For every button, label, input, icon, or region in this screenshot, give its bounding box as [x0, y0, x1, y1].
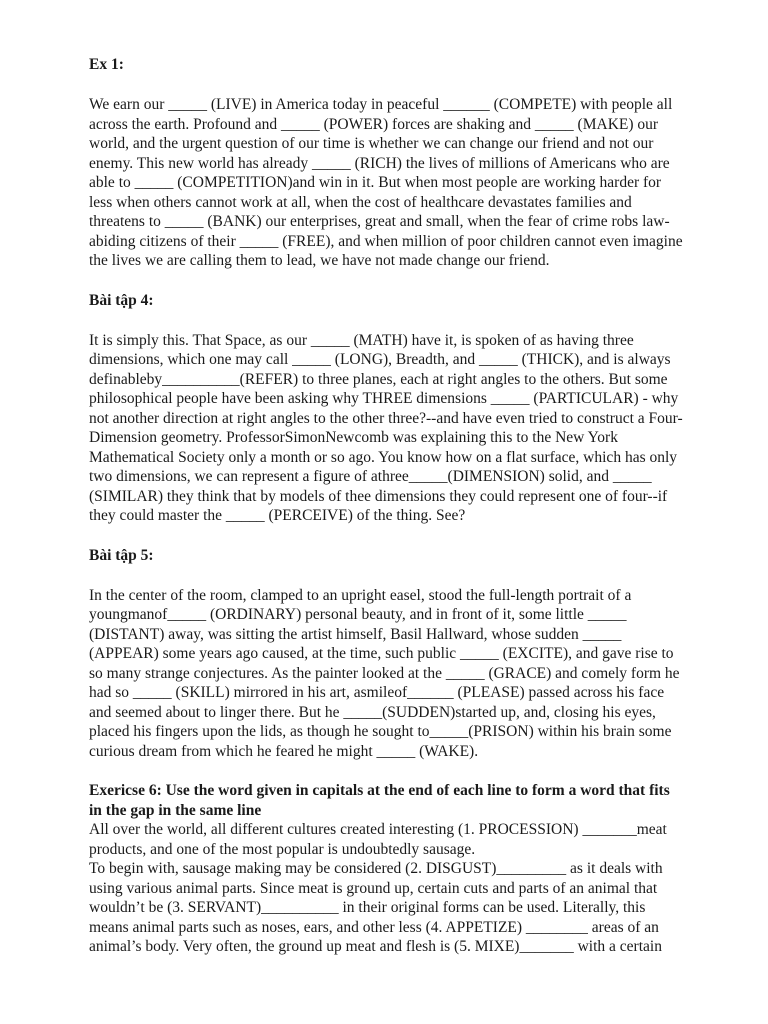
ex5-line: (APPEAR) some years ago caused, at the time, such public _____ (EXCITE), and gave rise to: [89, 645, 674, 662]
document-page: [89, 55, 709, 957]
ex6-paragraph: [89, 820, 709, 957]
ex4-line: (SIMILAR) they think that by models of thee dimensions they could represent one of four--if: [89, 487, 668, 505]
ex1-line: enemy. This new world has already _____ (RICH) the lives of millions of Americans who are: [89, 154, 670, 172]
ex5-line: so many strange conjectures. As the painter looked at the _____ (GRACE) and comely form he: [89, 664, 680, 682]
ex5-line: youngmanof_____ (ORDINARY) personal beauty, and in front of it, some little _____: [89, 606, 627, 623]
ex4-line: they could master the _____ (PERCEIVE) of the thing. See?: [89, 507, 466, 524]
ex1-line: across the earth. Profound and _____ (POWER) forces are shaking and _____ (MAKE) our: [89, 115, 659, 133]
ex6-line: animal’s body. Very often, the ground up meat and flesh is (5. MIXE)_______ with a certain: [89, 938, 662, 955]
ex5-title: Bài tập 5:: [89, 546, 154, 564]
ex4-paragraph: [89, 331, 709, 526]
ex4-line: philosophical people have been asking why THREE dimensions _____ (PARTICULAR) - why: [89, 390, 679, 407]
ex1-title: Ex 1:: [89, 56, 124, 73]
ex4-line: It is simply this. That Space, as our _____ (MATH) have it, is spoken of as having three: [89, 331, 634, 349]
ex1-line: abiding citizens of their _____ (FREE), and when million of poor children cannot even imagine: [89, 232, 683, 250]
ex6-title: [89, 781, 709, 820]
ex1-line: world, and the urgent question of our time is whether we can change our friend and not our: [89, 135, 654, 152]
ex1-line: threatens to _____ (BANK) our enterprises, great and small, when the fear of crime robs law-: [89, 213, 670, 230]
ex4-line: not another direction at right angles to the other three?--and have even tried to construct a Four-: [89, 409, 683, 427]
ex4-line: two dimensions, we can represent a figure of athree_____(DIMENSION) solid, and _____: [89, 468, 652, 485]
ex6-line: means animal parts such as noses, ears, and other less (4. APPETIZE) ________ areas of an: [89, 918, 659, 936]
ex6-line: using various animal parts. Since meat is ground up, certain cuts and parts of an animal that: [89, 879, 658, 897]
ex6-title-line: Exericse 6: Use the word given in capitals at the end of each line to form a word that fits: [89, 782, 670, 799]
ex4-line: Mathematical Society only a month or so ago. You know how on a flat surface, which has only: [89, 448, 678, 466]
ex5-line: had so _____ (SKILL) mirrored in his art, asmileof______ (PLEASE) passed across his face: [89, 684, 665, 701]
ex4-line: Dimension geometry. ProfessorSimonNewcomb was explaining this to the New York: [89, 429, 618, 446]
ex5-line: In the center of the room, clamped to an upright easel, stood the full-length portrait of a: [89, 586, 632, 604]
ex6-line: All over the world, all different cultures created interesting (1. PROCESSION) _______meat: [89, 821, 667, 838]
ex1-line: able to _____ (COMPETITION)and win in it. But when most people are working harder for: [89, 174, 662, 191]
ex6-line: To begin with, sausage making may be considered (2. DISGUST)_________ as it deals with: [89, 860, 663, 877]
ex1-line: the lives we are calling them to lead, we have not made change our friend.: [89, 252, 550, 269]
ex4-line: definableby__________(REFER) to three planes, each at right angles to the others. But some: [89, 370, 668, 388]
ex1-line: less when others cannot work at all, when the cost of healthcare devastates families and: [89, 193, 632, 211]
ex4-title: Bài tập 4:: [89, 291, 154, 309]
ex5-line: (DISTANT) away, was sitting the artist himself, Basil Hallward, whose sudden _____: [89, 625, 622, 643]
ex4-line: dimensions, which one may call _____ (LONG), Breadth, and _____ (THICK), and is always: [89, 351, 671, 368]
ex1-paragraph: [89, 95, 709, 271]
ex6-title-line: in the gap in the same line: [89, 801, 262, 819]
ex1-line: We earn our _____ (LIVE) in America today in peaceful ______ (COMPETE) with people all: [89, 96, 673, 113]
ex5-line: and seemed about to linger there. But he _____(SUDDEN)started up, and, closing his eyes,: [89, 703, 656, 721]
ex5-line: curious dream from which he feared he might _____ (WAKE).: [89, 742, 479, 760]
ex5-paragraph: [89, 586, 709, 762]
ex6-line: wouldn’t be (3. SERVANT)__________ in their original forms can be used. Literally, this: [89, 899, 646, 916]
ex6-line: products, and one of the most popular is undoubtedly sausage.: [89, 840, 476, 858]
ex5-line: placed his fingers upon the lids, as though he sought to_____(PRISON) within his brain some: [89, 723, 672, 740]
